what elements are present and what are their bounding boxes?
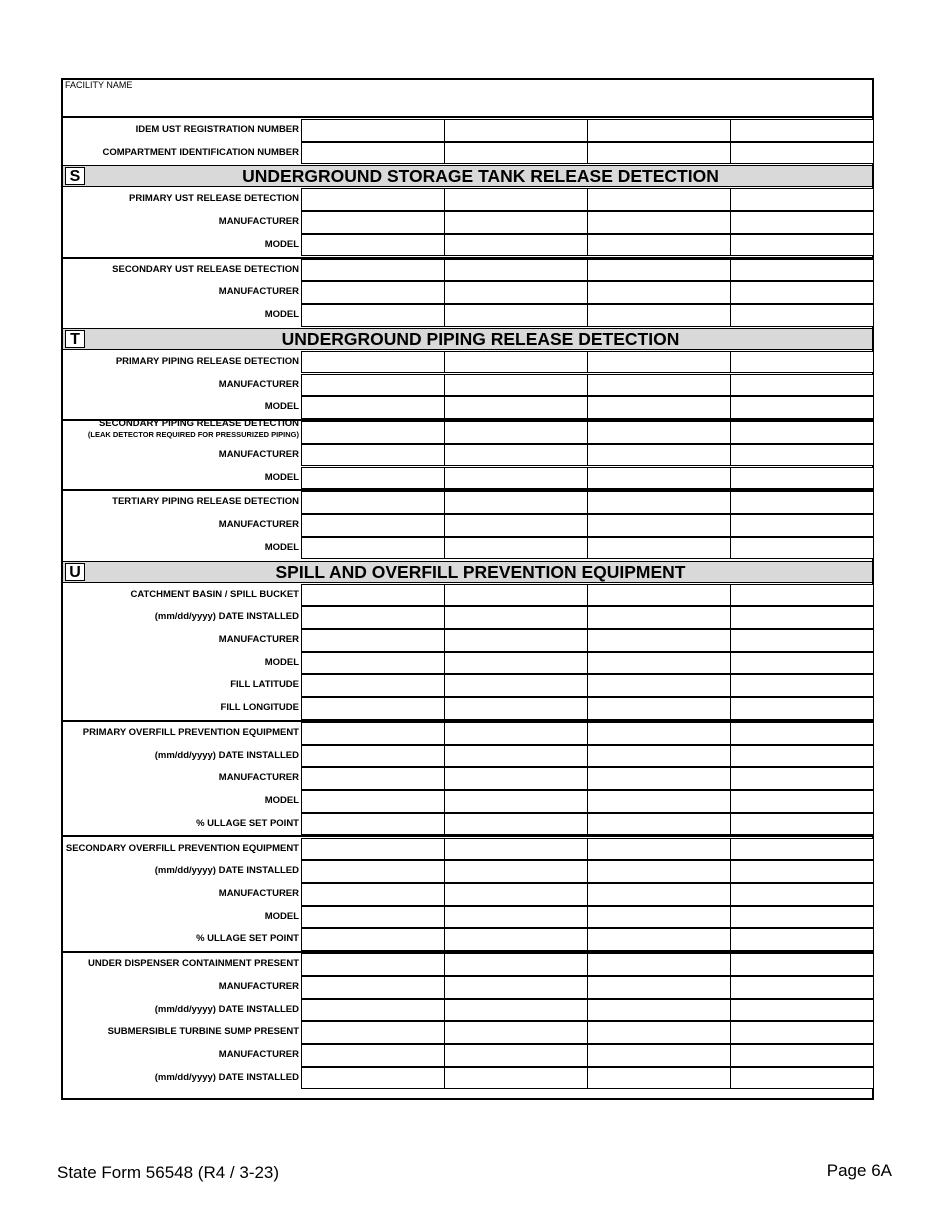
- entry-cell-col-3[interactable]: [587, 188, 731, 211]
- entry-cell-col-2[interactable]: [444, 396, 588, 419]
- entry-cell-col-3[interactable]: [587, 838, 731, 861]
- row-label-text: MODEL: [264, 401, 299, 413]
- entry-cell-col-2[interactable]: [444, 142, 588, 165]
- entry-cell-col-2[interactable]: [444, 119, 588, 142]
- entry-cell-col-3[interactable]: [587, 976, 731, 999]
- form-row-manufacturer: [63, 629, 872, 652]
- form-row-secondary-piping-release-detection: [63, 418, 872, 444]
- entry-cell-col-4[interactable]: [730, 883, 874, 906]
- entry-cell-col-2[interactable]: [444, 722, 588, 745]
- row-label-text: PRIMARY UST RELEASE DETECTION: [129, 193, 299, 205]
- entry-cell-col-3[interactable]: [587, 674, 731, 697]
- row-label: [63, 652, 299, 675]
- row-label: [63, 697, 299, 720]
- row-label: [63, 953, 299, 976]
- entry-cell-col-4[interactable]: [730, 767, 874, 790]
- entry-cell-col-2[interactable]: [444, 697, 588, 720]
- entry-cell-col-2[interactable]: [444, 304, 588, 327]
- entry-cell-col-4[interactable]: [730, 444, 874, 467]
- form-row-model: [63, 234, 872, 257]
- row-label: [63, 722, 299, 745]
- section-letter: T: [65, 330, 85, 348]
- entry-cell-col-3[interactable]: [587, 444, 731, 467]
- entry-cell-col-3[interactable]: [587, 281, 731, 304]
- entry-cell-col-4[interactable]: [730, 421, 874, 444]
- row-label-text: (mm/dd/yyyy) DATE INSTALLED: [154, 1071, 299, 1083]
- row-label: [63, 1044, 299, 1067]
- entry-cell-col-2[interactable]: [444, 444, 588, 467]
- row-label: [63, 211, 299, 234]
- row-label-text: MODEL: [264, 541, 299, 553]
- entry-cell-col-3[interactable]: [587, 1067, 731, 1090]
- row-label-text: MODEL: [264, 471, 299, 483]
- form-row-model: [63, 304, 872, 327]
- entry-cell-col-1[interactable]: [301, 1067, 445, 1090]
- entry-cell-col-1[interactable]: [301, 606, 445, 629]
- form-row-tertiary-piping-release-detection: [63, 491, 872, 514]
- row-label-text: FILL LATITUDE: [230, 679, 299, 691]
- form-row-model: [63, 906, 872, 929]
- entry-cell-col-2[interactable]: [444, 838, 588, 861]
- row-label-text: (mm/dd/yyyy) DATE INSTALLED: [154, 749, 299, 761]
- entry-cell-col-3[interactable]: [587, 1044, 731, 1067]
- entry-cell-col-4[interactable]: [730, 537, 874, 560]
- entry-cell-col-4[interactable]: [730, 606, 874, 629]
- entry-cell-col-1[interactable]: [301, 234, 445, 257]
- entry-cell-col-2[interactable]: [444, 537, 588, 560]
- entry-cell-col-2[interactable]: [444, 790, 588, 813]
- entry-cell-col-3[interactable]: [587, 906, 731, 929]
- entry-cell-col-3[interactable]: [587, 928, 731, 951]
- row-label-text: (mm/dd/yyyy) DATE INSTALLED: [154, 1003, 299, 1015]
- row-label: [63, 374, 299, 397]
- row-label: [63, 444, 299, 467]
- entry-cell-col-4[interactable]: [730, 584, 874, 607]
- row-label-text: MODEL: [264, 795, 299, 806]
- entry-cell-col-2[interactable]: [444, 652, 588, 675]
- entry-cell-col-1[interactable]: [301, 259, 445, 282]
- form-row-manufacturer: [63, 374, 872, 397]
- entry-cell-col-2[interactable]: [444, 1021, 588, 1044]
- row-label: [63, 537, 299, 560]
- row-label-text: MANUFACTURER: [218, 633, 299, 645]
- row-label-text: IDEM UST REGISTRATION NUMBER: [135, 124, 299, 135]
- entry-cell-col-4[interactable]: [730, 374, 874, 397]
- entry-cell-col-4[interactable]: [730, 1067, 874, 1090]
- entry-cell-col-2[interactable]: [444, 281, 588, 304]
- entry-cell-col-3[interactable]: [587, 813, 731, 836]
- entry-cell-col-4[interactable]: [730, 1021, 874, 1044]
- row-label: [63, 860, 299, 883]
- entry-cell-col-2[interactable]: [444, 259, 588, 282]
- row-label: [63, 813, 299, 836]
- row-label-text: MODEL: [264, 656, 299, 668]
- entry-cell-col-3[interactable]: [587, 396, 731, 419]
- form-row-under-dispenser-containment-present: [63, 953, 872, 976]
- row-label: [63, 119, 299, 142]
- entry-cell-col-2[interactable]: [444, 584, 588, 607]
- form-row-manufacturer: [63, 976, 872, 999]
- entry-cell-col-4[interactable]: [730, 928, 874, 951]
- row-label-text: CATCHMENT BASIN / SPILL BUCKET: [130, 588, 299, 600]
- row-label-text: MANUFACTURER: [218, 1049, 299, 1061]
- entry-cell-col-3[interactable]: [587, 351, 731, 374]
- entry-cell-col-2[interactable]: [444, 491, 588, 514]
- entry-cell-col-4[interactable]: [730, 790, 874, 813]
- entry-cell-col-1[interactable]: [301, 514, 445, 537]
- row-label-text: SECONDARY UST RELEASE DETECTION: [112, 263, 299, 275]
- form-row-manufacturer: [63, 444, 872, 467]
- entry-cell-col-2[interactable]: [444, 976, 588, 999]
- entry-cell-col-3[interactable]: [587, 860, 731, 883]
- form-row-manufacturer: [63, 281, 872, 304]
- row-label-text: COMPARTMENT IDENTIFICATION NUMBER: [102, 146, 299, 158]
- form-row-idem-ust-registration-number: [63, 119, 872, 142]
- entry-cell-col-3[interactable]: [587, 953, 731, 976]
- entry-cell-col-3[interactable]: [587, 119, 731, 142]
- entry-cell-col-4[interactable]: [730, 119, 874, 142]
- entry-cell-col-2[interactable]: [444, 234, 588, 257]
- entry-cell-col-4[interactable]: [730, 467, 874, 490]
- entry-cell-col-1[interactable]: [301, 396, 445, 419]
- entry-cell-col-1[interactable]: [301, 953, 445, 976]
- entry-cell-col-2[interactable]: [444, 606, 588, 629]
- page-number: Page 6A: [826, 1161, 892, 1180]
- row-label-text: UNDER DISPENSER CONTAINMENT PRESENT: [88, 958, 299, 970]
- entry-cell-col-1[interactable]: [301, 674, 445, 697]
- row-label: [63, 351, 299, 374]
- section-letter: S: [65, 167, 85, 185]
- row-label: [63, 928, 299, 951]
- row-label: [63, 491, 299, 514]
- entry-cell-col-4[interactable]: [730, 906, 874, 929]
- entry-cell-col-1[interactable]: [301, 142, 445, 165]
- entry-cell-col-2[interactable]: [444, 421, 588, 444]
- row-label: [63, 234, 299, 257]
- row-label-text: MANUFACTURER: [218, 448, 299, 460]
- entry-cell-col-4[interactable]: [730, 491, 874, 514]
- form-row-ullage-set-point: [63, 928, 872, 951]
- entry-cell-col-3[interactable]: [587, 652, 731, 675]
- form-table: [61, 78, 874, 1100]
- entry-cell-col-1[interactable]: [301, 813, 445, 836]
- form-row-ullage-set-point: [63, 813, 872, 836]
- entry-cell-col-2[interactable]: [444, 883, 588, 906]
- entry-cell-col-2[interactable]: [444, 860, 588, 883]
- entry-cell-col-4[interactable]: [730, 142, 874, 165]
- entry-cell-col-3[interactable]: [587, 999, 731, 1022]
- section-letter: U: [65, 563, 85, 581]
- form-row-manufacturer: [63, 514, 872, 537]
- row-label: [63, 674, 299, 697]
- section-header-s: [63, 165, 872, 187]
- entry-cell-col-4[interactable]: [730, 745, 874, 768]
- entry-cell-col-3[interactable]: [587, 790, 731, 813]
- entry-cell-col-1[interactable]: [301, 722, 445, 745]
- form-row-mm-dd-yyyy-date-installed: [63, 1067, 872, 1090]
- form-row-fill-longitude: [63, 697, 872, 720]
- entry-cell-col-2[interactable]: [444, 514, 588, 537]
- entry-cell-col-4[interactable]: [730, 697, 874, 720]
- row-label: [63, 629, 299, 652]
- form-row-secondary-ust-release-detection: [63, 259, 872, 282]
- section-header-u: [63, 561, 872, 583]
- entry-cell-col-2[interactable]: [444, 1044, 588, 1067]
- entry-cell-col-4[interactable]: [730, 999, 874, 1022]
- entry-cell-col-3[interactable]: [587, 142, 731, 165]
- entry-cell-col-3[interactable]: [587, 697, 731, 720]
- form-row-model: [63, 537, 872, 560]
- row-label: [63, 142, 299, 165]
- entry-cell-col-4[interactable]: [730, 396, 874, 419]
- form-row-primary-overfill-prevention-equipment: [63, 722, 872, 745]
- row-label: [63, 745, 299, 768]
- row-label-text: MANUFACTURER: [218, 519, 299, 531]
- entry-cell-col-2[interactable]: [444, 928, 588, 951]
- entry-cell-col-4[interactable]: [730, 514, 874, 537]
- row-label-text: MODEL: [264, 309, 299, 321]
- row-label: [63, 790, 299, 813]
- entry-cell-col-3[interactable]: [587, 629, 731, 652]
- entry-cell-col-4[interactable]: [730, 976, 874, 999]
- row-label: [63, 418, 299, 440]
- row-label-text: MANUFACTURER: [218, 888, 299, 899]
- row-label: [63, 976, 299, 999]
- row-label-text: SUBMERSIBLE TURBINE SUMP PRESENT: [107, 1026, 299, 1038]
- form-row-secondary-overfill-prevention-equipment: [63, 838, 872, 861]
- row-label-text: MANUFACTURER: [218, 981, 299, 992]
- row-label: [63, 584, 299, 607]
- facility-name-field[interactable]: [63, 80, 872, 118]
- entry-cell-col-1[interactable]: [301, 767, 445, 790]
- entry-cell-col-1[interactable]: [301, 838, 445, 861]
- entry-cell-col-4[interactable]: [730, 674, 874, 697]
- entry-cell-col-1[interactable]: [301, 374, 445, 397]
- row-label: [63, 396, 299, 419]
- row-label-text: % ULLAGE SET POINT: [196, 933, 299, 945]
- entry-cell-col-2[interactable]: [444, 906, 588, 929]
- form-row-manufacturer: [63, 1044, 872, 1067]
- entry-cell-col-1[interactable]: [301, 883, 445, 906]
- entry-cell-col-1[interactable]: [301, 906, 445, 929]
- row-label: [63, 906, 299, 929]
- row-label: [63, 883, 299, 906]
- entry-cell-col-1[interactable]: [301, 211, 445, 234]
- entry-cell-col-2[interactable]: [444, 674, 588, 697]
- entry-cell-col-3[interactable]: [587, 467, 731, 490]
- form-row-mm-dd-yyyy-date-installed: [63, 606, 872, 629]
- entry-cell-col-4[interactable]: [730, 652, 874, 675]
- row-label-text: MODEL: [264, 910, 299, 922]
- entry-cell-col-4[interactable]: [730, 813, 874, 836]
- row-label: [63, 1021, 299, 1044]
- row-label-text: (mm/dd/yyyy) DATE INSTALLED: [154, 611, 299, 623]
- entry-cell-col-3[interactable]: [587, 211, 731, 234]
- row-label: [63, 259, 299, 282]
- entry-cell-col-1[interactable]: [301, 444, 445, 467]
- entry-cell-col-1[interactable]: [301, 928, 445, 951]
- entry-cell-col-2[interactable]: [444, 813, 588, 836]
- entry-cell-col-2[interactable]: [444, 745, 588, 768]
- entry-cell-col-3[interactable]: [587, 767, 731, 790]
- row-label-text: MODEL: [264, 238, 299, 250]
- entry-cell-col-1[interactable]: [301, 999, 445, 1022]
- row-label-text: SECONDARY OVERFILL PREVENTION EQUIPMENT: [65, 842, 299, 854]
- form-row-mm-dd-yyyy-date-installed: [63, 999, 872, 1022]
- entry-cell-col-4[interactable]: [730, 953, 874, 976]
- entry-cell-col-1[interactable]: [301, 119, 445, 142]
- form-row-primary-piping-release-detection: [63, 351, 872, 374]
- entry-cell-col-1[interactable]: [301, 467, 445, 490]
- row-sublabel: (LEAK DETECTOR REQUIRED FOR PRESSURIZED PIPING): [87, 430, 299, 440]
- entry-cell-col-2[interactable]: [444, 467, 588, 490]
- row-label-text: MANUFACTURER: [218, 772, 299, 784]
- entry-cell-col-1[interactable]: [301, 421, 445, 444]
- entry-cell-col-4[interactable]: [730, 211, 874, 234]
- entry-cell-col-3[interactable]: [587, 374, 731, 397]
- entry-cell-col-1[interactable]: [301, 281, 445, 304]
- entry-cell-col-3[interactable]: [587, 491, 731, 514]
- entry-cell-col-4[interactable]: [730, 281, 874, 304]
- form-row-model: [63, 652, 872, 675]
- row-label-text: TERTIARY PIPING RELEASE DETECTION: [112, 496, 299, 508]
- entry-cell-col-4[interactable]: [730, 1044, 874, 1067]
- row-label-text: SECONDARY PIPING RELEASE DETECTION: [98, 418, 299, 430]
- entry-cell-col-3[interactable]: [587, 259, 731, 282]
- entry-cell-col-3[interactable]: [587, 421, 731, 444]
- form-row-catchment-basin-spill-bucket: [63, 584, 872, 607]
- facility-name-label: FACILITY NAME: [65, 80, 133, 90]
- entry-cell-col-1[interactable]: [301, 188, 445, 211]
- form-row-mm-dd-yyyy-date-installed: [63, 745, 872, 768]
- entry-cell-col-3[interactable]: [587, 606, 731, 629]
- entry-cell-col-3[interactable]: [587, 537, 731, 560]
- entry-cell-col-1[interactable]: [301, 304, 445, 327]
- form-row-model: [63, 790, 872, 813]
- entry-cell-col-4[interactable]: [730, 722, 874, 745]
- form-row-primary-ust-release-detection: [63, 188, 872, 211]
- entry-cell-col-3[interactable]: [587, 584, 731, 607]
- entry-cell-col-3[interactable]: [587, 514, 731, 537]
- row-label: [63, 281, 299, 304]
- entry-cell-col-2[interactable]: [444, 374, 588, 397]
- row-label: [63, 999, 299, 1022]
- row-label-text: MANUFACTURER: [218, 286, 299, 298]
- form-row-fill-latitude: [63, 674, 872, 697]
- entry-cell-col-2[interactable]: [444, 211, 588, 234]
- entry-cell-col-3[interactable]: [587, 234, 731, 257]
- entry-cell-col-4[interactable]: [730, 838, 874, 861]
- row-label-text: MANUFACTURER: [218, 216, 299, 228]
- entry-cell-col-1[interactable]: [301, 790, 445, 813]
- section-title: UNDERGROUND PIPING RELEASE DETECTION: [281, 328, 680, 349]
- section-title: SPILL AND OVERFILL PREVENTION EQUIPMENT: [275, 561, 686, 582]
- entry-cell-col-3[interactable]: [587, 883, 731, 906]
- form-row-model: [63, 396, 872, 419]
- entry-cell-col-1[interactable]: [301, 491, 445, 514]
- entry-cell-col-1[interactable]: [301, 351, 445, 374]
- row-label: [63, 304, 299, 327]
- entry-cell-col-1[interactable]: [301, 1021, 445, 1044]
- entry-cell-col-3[interactable]: [587, 745, 731, 768]
- entry-cell-col-4[interactable]: [730, 234, 874, 257]
- form-row-manufacturer: [63, 883, 872, 906]
- row-label-text: PRIMARY OVERFILL PREVENTION EQUIPMENT: [82, 726, 299, 738]
- entry-cell-col-1[interactable]: [301, 745, 445, 768]
- form-identifier: State Form 56548 (R4 / 3-23): [57, 1163, 280, 1182]
- entry-cell-col-1[interactable]: [301, 976, 445, 999]
- row-label: [63, 1067, 299, 1090]
- entry-cell-col-2[interactable]: [444, 953, 588, 976]
- entry-cell-col-2[interactable]: [444, 999, 588, 1022]
- entry-cell-col-4[interactable]: [730, 304, 874, 327]
- row-label-text: (mm/dd/yyyy) DATE INSTALLED: [154, 865, 299, 877]
- entry-cell-col-1[interactable]: [301, 1044, 445, 1067]
- entry-cell-col-1[interactable]: [301, 537, 445, 560]
- form-row-model: [63, 467, 872, 490]
- entry-cell-col-1[interactable]: [301, 697, 445, 720]
- entry-cell-col-1[interactable]: [301, 860, 445, 883]
- row-label-text: PRIMARY PIPING RELEASE DETECTION: [115, 355, 299, 367]
- entry-cell-col-1[interactable]: [301, 584, 445, 607]
- form-row-compartment-identification-number: [63, 142, 872, 165]
- section-header-t: [63, 328, 872, 350]
- entry-cell-col-4[interactable]: [730, 259, 874, 282]
- form-row-submersible-turbine-sump-present: [63, 1021, 872, 1044]
- section-title: UNDERGROUND STORAGE TANK RELEASE DETECTION: [242, 166, 719, 187]
- entry-cell-col-2[interactable]: [444, 188, 588, 211]
- form-row-mm-dd-yyyy-date-installed: [63, 860, 872, 883]
- entry-cell-col-2[interactable]: [444, 767, 588, 790]
- row-label-text: % ULLAGE SET POINT: [196, 817, 299, 829]
- row-label-text: FILL LONGITUDE: [220, 702, 299, 713]
- entry-cell-col-3[interactable]: [587, 304, 731, 327]
- entry-cell-col-2[interactable]: [444, 351, 588, 374]
- row-label: [63, 838, 299, 861]
- entry-cell-col-3[interactable]: [587, 722, 731, 745]
- entry-cell-col-4[interactable]: [730, 351, 874, 374]
- entry-cell-col-4[interactable]: [730, 188, 874, 211]
- row-label: [63, 467, 299, 490]
- entry-cell-col-1[interactable]: [301, 652, 445, 675]
- entry-cell-col-3[interactable]: [587, 1021, 731, 1044]
- row-label-text: MANUFACTURER: [218, 378, 299, 390]
- row-label: [63, 188, 299, 211]
- entry-cell-col-2[interactable]: [444, 1067, 588, 1090]
- form-row-manufacturer: [63, 767, 872, 790]
- row-label: [63, 606, 299, 629]
- entry-cell-col-2[interactable]: [444, 629, 588, 652]
- entry-cell-col-4[interactable]: [730, 629, 874, 652]
- row-label: [63, 767, 299, 790]
- row-label: [63, 514, 299, 537]
- entry-cell-col-1[interactable]: [301, 629, 445, 652]
- entry-cell-col-4[interactable]: [730, 860, 874, 883]
- form-row-manufacturer: [63, 211, 872, 234]
